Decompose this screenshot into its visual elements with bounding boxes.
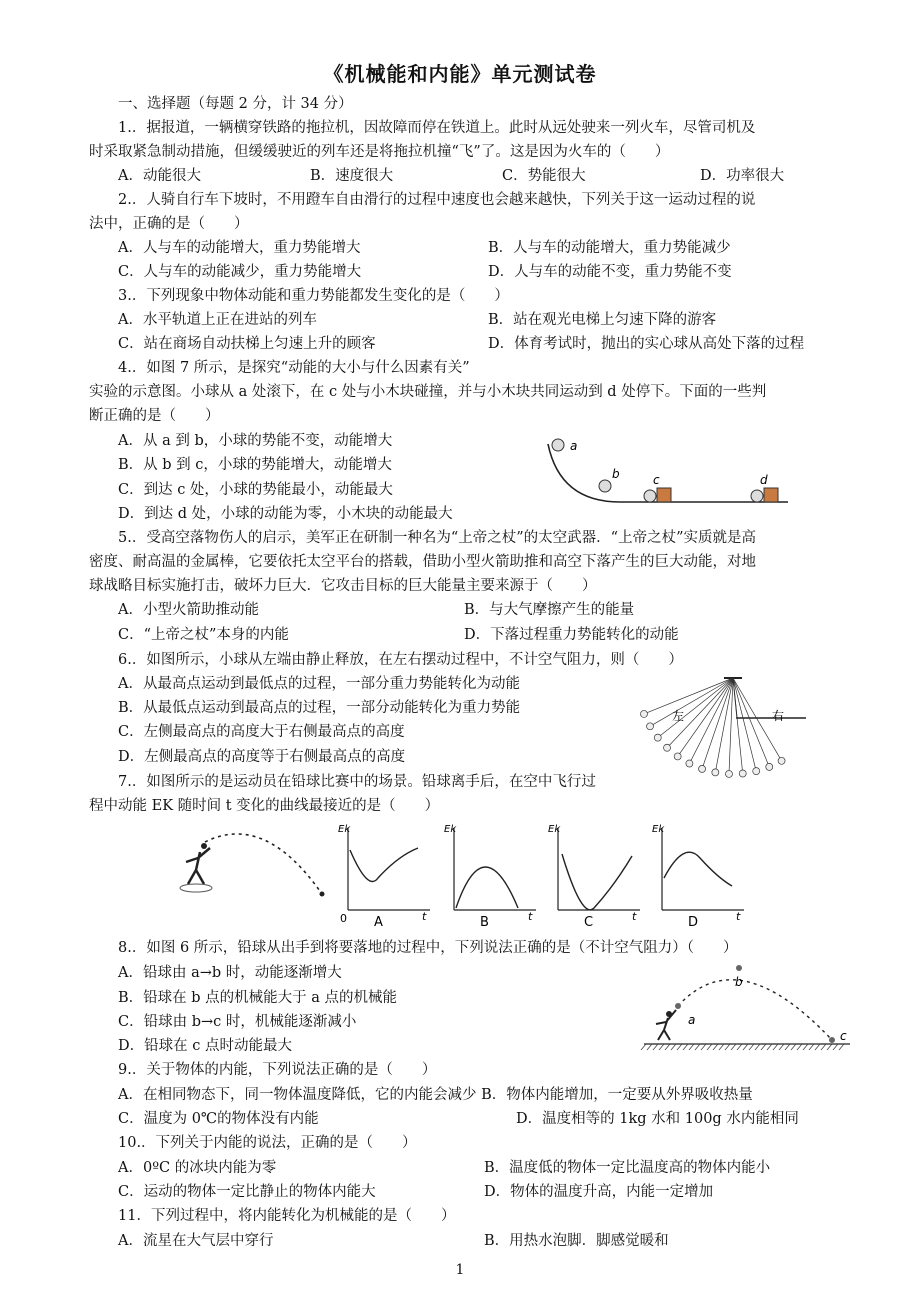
ground-hatch bbox=[725, 1044, 730, 1050]
q7-graph-d bbox=[652, 820, 752, 928]
ground-hatch bbox=[719, 1044, 724, 1050]
q8-option-b: B．铅球在 b 点的机械能大于 a 点的机械能 bbox=[118, 990, 398, 1006]
pendulum-ball bbox=[640, 710, 647, 717]
pendulum-ball bbox=[778, 757, 785, 764]
q7-ylabel-a: Ek bbox=[338, 824, 351, 835]
q4-label-c: c bbox=[653, 473, 660, 487]
q10-option-c: C．运动的物体一定比静止的物体内能大 bbox=[118, 1184, 376, 1200]
q3-option-b: B．站在观光电梯上匀速下降的游客 bbox=[488, 312, 717, 328]
ground-hatch bbox=[821, 1044, 826, 1050]
q7-stem-line1: 7.．如图所示的是运动员在铅球比赛中的场景。铅球离手后，在空中飞行过 bbox=[118, 774, 596, 790]
pendulum-ball bbox=[686, 760, 693, 767]
q2-stem-line2: 法中，正确的是（ ） bbox=[89, 216, 249, 232]
q7-graph-c bbox=[548, 820, 648, 928]
q8-option-d: D．铅球在 c 点时动能最大 bbox=[118, 1038, 292, 1054]
q10-option-b: B．温度低的物体一定比温度高的物体内能小 bbox=[484, 1160, 771, 1176]
pendulum-string bbox=[702, 678, 733, 769]
q1-stem-line1: 1.．据报道，一辆横穿铁路的拖拉机，因故障而停在铁道上。此时从远处驶来一列火车，尽管司机及 bbox=[118, 120, 756, 136]
ground-hatch bbox=[701, 1044, 706, 1050]
q11-option-b: B．用热水泡脚．脚感觉暖和 bbox=[484, 1233, 669, 1249]
q11-stem: 11．下列过程中，将内能转化为机械能的是（ ） bbox=[118, 1208, 456, 1224]
q2-option-d: D．人与车的动能不变，重力势能不变 bbox=[488, 264, 732, 280]
pendulum-ball bbox=[712, 769, 719, 776]
ground-hatch bbox=[749, 1044, 754, 1050]
q5-option-c: C．“上帝之杖”本身的内能 bbox=[118, 627, 289, 643]
q3-option-c: C．站在商场自动扶梯上匀速上升的顾客 bbox=[118, 336, 376, 352]
q5-option-a: A．小型火箭助推动能 bbox=[118, 602, 259, 618]
q10-option-a: A．0ºC 的冰块内能为零 bbox=[118, 1160, 277, 1176]
q5-option-d: D．下落过程重力势能转化的动能 bbox=[464, 627, 679, 643]
q7-caption-a: A bbox=[374, 915, 383, 930]
q6-pendulum-figure bbox=[660, 674, 810, 784]
q8-stem: 8.．如图 6 所示，铅球从出手到将要落地的过程中，下列说法正确的是（不计空气阻力）（ ） bbox=[118, 940, 738, 956]
pendulum-string bbox=[644, 678, 733, 714]
q2-stem-line1: 2.．人骑自行车下坡时，不用蹬车自由滑行的过程中速度也会越来越快，下列关于这一运动过程的说 bbox=[118, 192, 756, 208]
pendulum-string bbox=[658, 678, 733, 738]
q7-ylabel-d: Ek bbox=[652, 824, 665, 835]
ground-hatch bbox=[671, 1044, 676, 1050]
q3-option-d: D．体育考试时，抛出的实心球从高处下落的过程 bbox=[488, 336, 805, 352]
q5-stem-line3: 球战略目标实施打击，破坏力巨大．它攻击目标的巨大能量主要来源于（ ） bbox=[89, 578, 597, 594]
ground-hatch bbox=[641, 1044, 646, 1050]
q7-caption-b: B bbox=[480, 915, 489, 930]
q6-option-d: D．左侧最高点的高度等于右侧最高点的高度 bbox=[118, 749, 406, 765]
pendulum-string bbox=[678, 678, 733, 756]
ground-hatch bbox=[659, 1044, 664, 1050]
q1-option-d: D．功率很大 bbox=[700, 168, 785, 184]
section-heading: 一、选择题（每题 2 分，计 34 分） bbox=[118, 96, 353, 112]
q7-graph-b bbox=[444, 820, 544, 928]
q7-shotput-throw-figure bbox=[170, 822, 330, 902]
q3-stem: 3.．下列现象中物体动能和重力势能都发生变化的是（ ） bbox=[118, 288, 509, 304]
q8-label-c: c bbox=[840, 1029, 847, 1043]
q4-option-a: A．从 a 到 b，小球的势能不变，动能增大 bbox=[118, 433, 393, 449]
q1-option-a: A．动能很大 bbox=[118, 168, 201, 184]
page-number: 1 bbox=[455, 1262, 465, 1278]
q6-label-right: 右 bbox=[772, 709, 785, 723]
pendulum-ball bbox=[753, 768, 760, 775]
ground-hatch bbox=[683, 1044, 688, 1050]
page-title: 《机械能和内能》单元测试卷 bbox=[323, 62, 597, 86]
q10-option-d: D．物体的温度升高，内能一定增加 bbox=[484, 1184, 714, 1200]
pendulum-ball bbox=[674, 753, 681, 760]
ground-hatch bbox=[833, 1044, 838, 1050]
ground-hatch bbox=[713, 1044, 718, 1050]
q9-option-ab: A．在相同物态下，同一物体温度降低，它的内能会减少 B．物体内能增加，一定要从外界吸收热量 bbox=[118, 1087, 753, 1103]
ground-hatch bbox=[647, 1044, 652, 1050]
q6-option-a: A．从最高点运动到最低点的过程，一部分重力势能转化为动能 bbox=[118, 676, 520, 692]
q7-xlabel-c: t bbox=[632, 910, 637, 923]
pendulum-ball bbox=[647, 723, 654, 730]
pendulum-string bbox=[733, 678, 769, 767]
q2-option-c: C．人与车的动能减少，重力势能增大 bbox=[118, 264, 362, 280]
q1-option-b: B．速度很大 bbox=[310, 168, 394, 184]
ground-hatch bbox=[815, 1044, 820, 1050]
q8-option-c: C．铅球由 b→c 时，机械能逐渐减小 bbox=[118, 1014, 357, 1030]
q8-label-a: a bbox=[688, 1013, 696, 1027]
q4-label-d: d bbox=[760, 473, 768, 487]
ground-hatch bbox=[761, 1044, 766, 1050]
ground-hatch bbox=[665, 1044, 670, 1050]
ground-hatch bbox=[839, 1044, 844, 1050]
q9-stem: 9.．关于物体的内能，下列说法正确的是（ ） bbox=[118, 1062, 437, 1078]
q7-xlabel-a: t bbox=[422, 910, 427, 923]
pendulum-string bbox=[729, 678, 733, 774]
q7-ylabel-b: Ek bbox=[444, 824, 457, 835]
q7-xlabel-b: t bbox=[528, 910, 533, 923]
q4-option-b: B．从 b 到 c，小球的势能增大，动能增大 bbox=[118, 457, 392, 473]
q3-option-a: A．水平轨道上正在进站的列车 bbox=[118, 312, 317, 328]
ground-hatch bbox=[767, 1044, 772, 1050]
ground-hatch bbox=[797, 1044, 802, 1050]
pendulum-ball bbox=[725, 770, 732, 777]
q8-label-b: b bbox=[735, 975, 743, 989]
pendulum-string bbox=[733, 678, 756, 771]
q9-option-c: C．温度为 0℃的物体没有内能 bbox=[118, 1111, 319, 1127]
ground-hatch bbox=[695, 1044, 700, 1050]
q8-shotput-trajectory-figure bbox=[642, 960, 852, 1052]
q4-label-a: a bbox=[570, 439, 578, 453]
q10-stem: 10.．下列关于内能的说法，正确的是（ ） bbox=[118, 1135, 417, 1151]
q7-origin-a: 0 bbox=[340, 912, 347, 925]
q4-ramp-figure bbox=[540, 432, 790, 512]
ground-hatch bbox=[731, 1044, 736, 1050]
q5-stem-line2: 密度、耐高温的金属棒，它要依托太空平台的搭载，借助小型火箭助推和高空下落产生的巨大动能，对地 bbox=[89, 554, 756, 570]
q5-stem-line1: 5.．受高空落物伤人的启示，美军正在研制一种名为“上帝之杖”的太空武器．“上帝之杖”实质就是高 bbox=[118, 530, 756, 546]
ground-hatch bbox=[653, 1044, 658, 1050]
q7-caption-c: C bbox=[584, 915, 594, 930]
q6-label-left: 左 bbox=[672, 709, 685, 723]
q1-option-c: C．势能很大 bbox=[502, 168, 586, 184]
pendulum-ball bbox=[766, 763, 773, 770]
q4-stem-line2: 实验的示意图。小球从 a 处滚下，在 c 处与小木块碰撞，并与小木块共同运动到 d 处停下。下面的一些判 bbox=[89, 384, 767, 400]
q2-option-b: B．人与车的动能增大，重力势能减少 bbox=[488, 240, 731, 256]
pendulum-ball bbox=[739, 770, 746, 777]
q4-option-c: C．到达 c 处，小球的势能最小，动能最大 bbox=[118, 482, 393, 498]
q6-option-c: C．左侧最高点的高度大于右侧最高点的高度 bbox=[118, 724, 405, 740]
pendulum-ball bbox=[664, 744, 671, 751]
ground-hatch bbox=[737, 1044, 742, 1050]
ground-hatch bbox=[809, 1044, 814, 1050]
q1-stem-line2: 时采取紧急制动措施，但缓缓驶近的列车还是将拖拉机撞“飞”了。这是因为火车的（ ） bbox=[89, 144, 670, 160]
q5-option-b: B．与大气摩擦产生的能量 bbox=[464, 602, 635, 618]
ground-hatch bbox=[773, 1044, 778, 1050]
pendulum-ball bbox=[699, 765, 706, 772]
ground-hatch bbox=[689, 1044, 694, 1050]
ground-hatch bbox=[803, 1044, 808, 1050]
ground-hatch bbox=[827, 1044, 832, 1050]
q9-option-d: D．温度相等的 1kg 水和 100g 水内能相同 bbox=[516, 1111, 799, 1127]
q7-ylabel-c: Ek bbox=[548, 824, 561, 835]
q8-option-a: A．铅球由 a→b 时，动能逐渐增大 bbox=[118, 965, 342, 981]
ground-hatch bbox=[743, 1044, 748, 1050]
ground-hatch bbox=[779, 1044, 784, 1050]
q4-stem-line3: 断正确的是（ ） bbox=[89, 408, 220, 424]
ground-hatch bbox=[791, 1044, 796, 1050]
q4-label-b: b bbox=[612, 467, 620, 481]
q7-xlabel-d: t bbox=[736, 910, 741, 923]
ground-hatch bbox=[707, 1044, 712, 1050]
q7-caption-d: D bbox=[688, 915, 699, 930]
q4-stem-line1: 4.．如图 7 所示，是探究“动能的大小与什么因素有关” bbox=[118, 360, 470, 376]
ground-hatch bbox=[677, 1044, 682, 1050]
q6-option-b: B．从最低点运动到最高点的过程，一部分动能转化为重力势能 bbox=[118, 700, 521, 716]
pendulum-string bbox=[715, 678, 733, 772]
q7-stem-line2: 程中动能 EK 随时间 t 变化的曲线最接近的是（ ） bbox=[89, 798, 440, 814]
ground-hatch bbox=[755, 1044, 760, 1050]
q11-option-a: A．流星在大气层中穿行 bbox=[118, 1233, 274, 1249]
ground-hatch bbox=[785, 1044, 790, 1050]
q6-stem: 6.．如图所示，小球从左端由静止释放，在左右摆动过程中，不计空气阻力，则（ ） bbox=[118, 652, 683, 668]
pendulum-ball bbox=[654, 734, 661, 741]
q7-graph-a bbox=[338, 820, 438, 928]
q4-option-d: D．到达 d 处，小球的动能为零，小木块的动能最大 bbox=[118, 506, 453, 522]
q2-option-a: A．人与车的动能增大，重力势能增大 bbox=[118, 240, 361, 256]
